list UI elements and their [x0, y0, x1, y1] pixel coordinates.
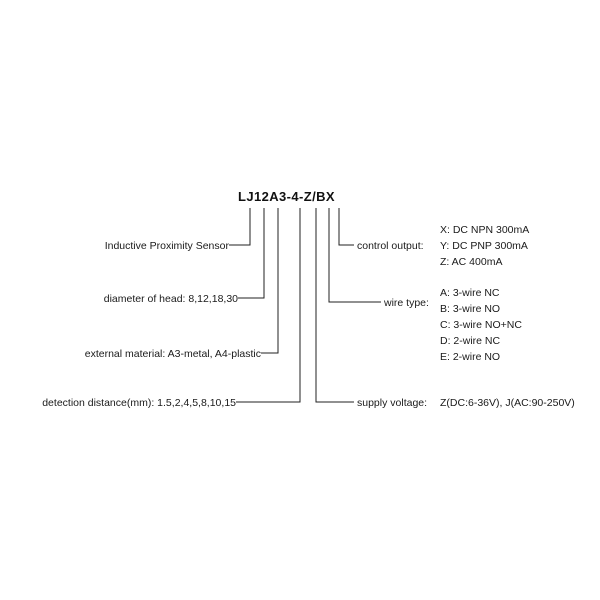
connector-wire-type — [329, 208, 381, 302]
model-code: LJ12A3-4-Z/BX — [238, 189, 335, 204]
connector-supply-voltage — [316, 208, 354, 402]
connector-detection-distance — [236, 208, 300, 402]
supply-voltage-option: Z(DC:6-36V), J(AC:90-250V) — [440, 397, 575, 409]
connector-control-output — [339, 208, 354, 245]
wire-type-label: wire type: — [384, 297, 429, 309]
control-output-option: Z: AC 400mA — [440, 256, 503, 268]
supply-voltage-label: supply voltage: — [357, 397, 428, 409]
wire-type-option: A: 3-wire NC — [440, 287, 500, 299]
head-diameter-label: diameter of head: 8,12,18,30 — [103, 293, 238, 305]
control-output-label: control output: — [357, 240, 424, 252]
wire-type-option: C: 3-wire NO+NC — [440, 319, 522, 331]
wire-type-option: B: 3-wire NO — [440, 303, 501, 315]
control-output-option: X: DC NPN 300mA — [440, 224, 530, 236]
connector-head-diameter — [238, 208, 264, 298]
wire-type-option: E: 2-wire NO — [440, 351, 501, 363]
detection-distance-label: detection distance(mm): 1.5,2,4,5,8,10,15 — [42, 397, 236, 409]
wire-type-option: D: 2-wire NC — [440, 335, 501, 347]
control-output-option: Y: DC PNP 300mA — [440, 240, 528, 252]
external-material-label: external material: A3-metal, A4-plastic — [84, 348, 261, 360]
connector-sensor-type — [229, 208, 250, 245]
sensor-type-label: Inductive Proximity Sensor — [104, 240, 229, 252]
